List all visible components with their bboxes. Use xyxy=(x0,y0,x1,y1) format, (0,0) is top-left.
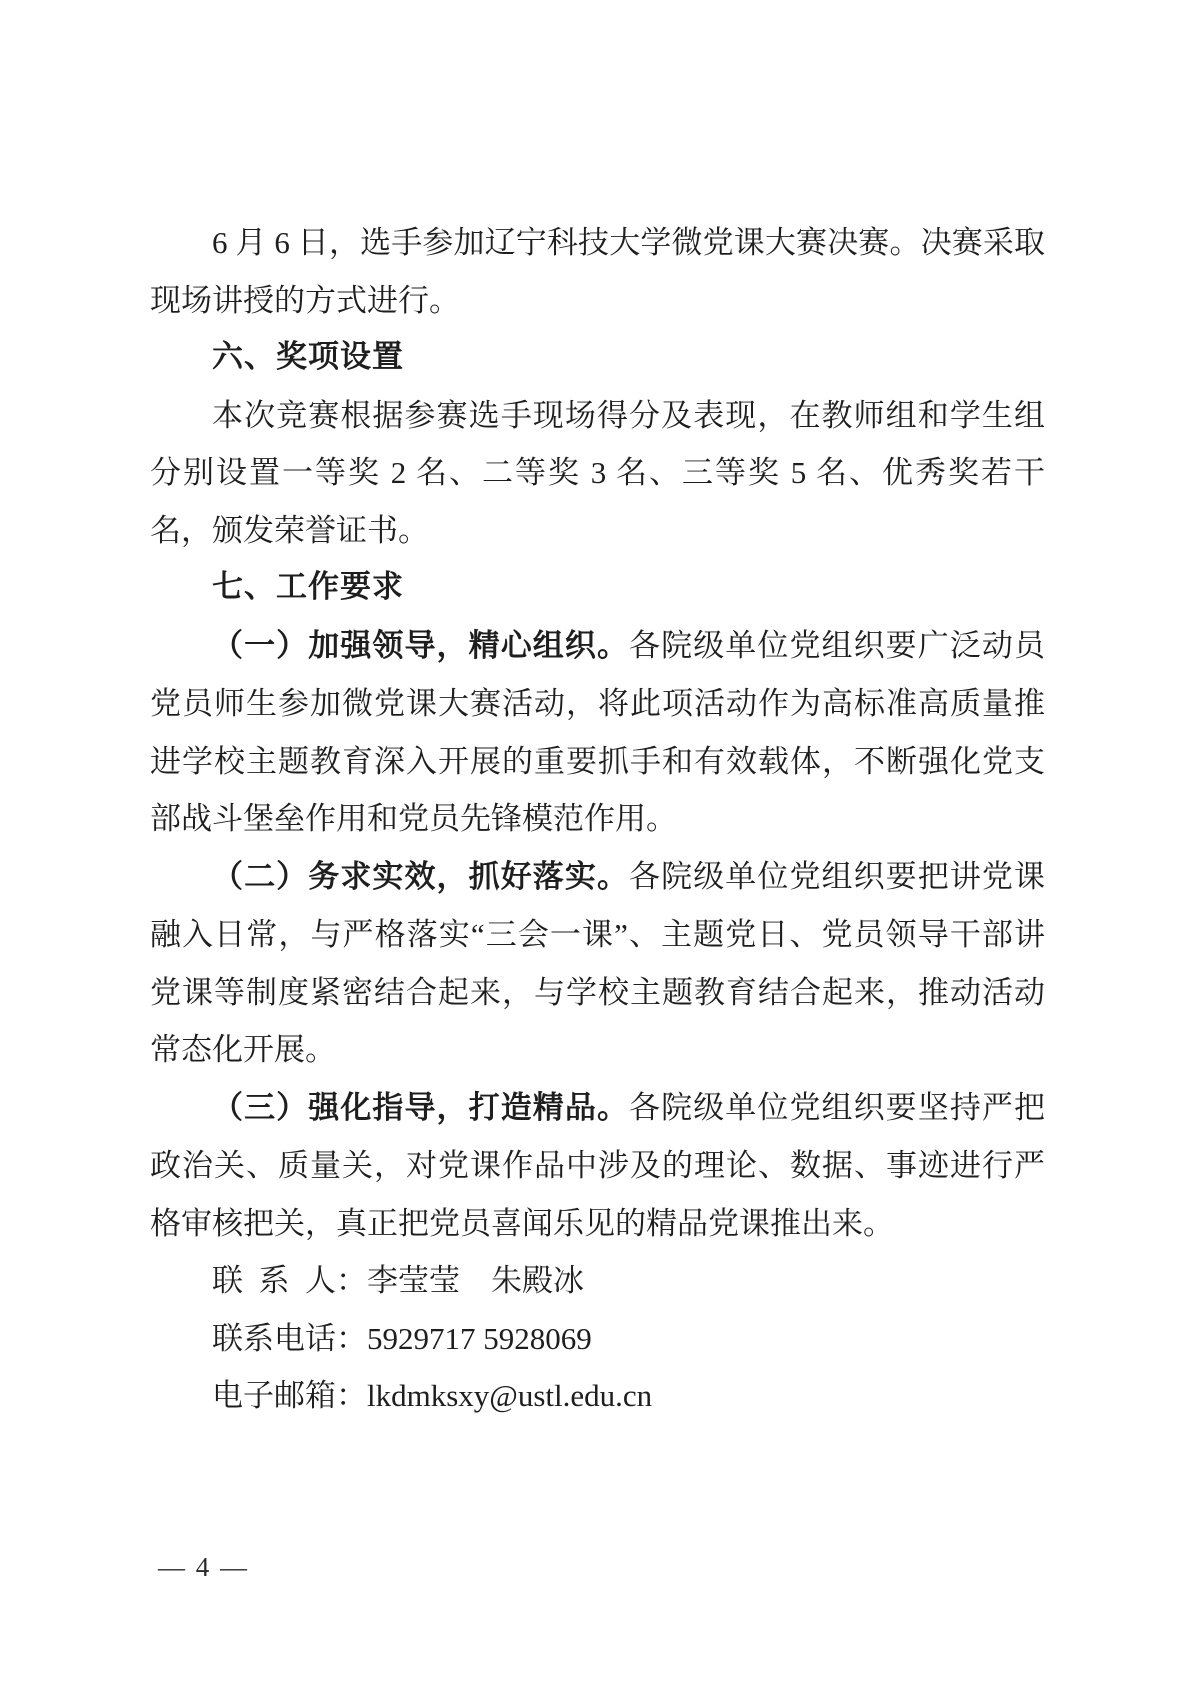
item-2-text: 各院级单位党组织要把讲党课融入日常，与严格落实“三会一课”、主题党日、党员领导干部讲党课等制度紧密结合起来，与学校主题教育结合起来，推动活动常态化开展。 xyxy=(150,858,1046,1067)
contact-email-line: 电子邮箱：lkdmksxy@ustl.edu.cn xyxy=(212,1378,653,1413)
heading-work-requirements: 七、工作要求 xyxy=(212,569,404,605)
item-1-lead: （一）加强领导，精心组织。 xyxy=(212,627,630,664)
heading-awards: 六、奖项设置 xyxy=(212,339,404,375)
paragraph-item-2 xyxy=(150,848,1045,1079)
contact-person-line: 联 系 人：李莹莹 朱殿冰 xyxy=(212,1263,584,1298)
paragraph-final-round: 6 月 6 日，选手参加辽宁科技大学微党课大赛决赛。决赛采取现场讲授的方式进行。 xyxy=(150,225,1045,318)
page-number: — 4 — xyxy=(158,1552,249,1582)
item-3-lead: （三）强化指导，打造精品。 xyxy=(212,1089,630,1126)
item-1-text: 各院级单位党组织要广泛动员党员师生参加微党课大赛活动，将此项活动作为高标准高质量推进学校主题教育深入开展的重要抓手和有效载体，不断强化党支部战斗堡垒作用和党员先锋模范作用。 xyxy=(150,627,1046,836)
paragraph-awards: 本次竞赛根据参赛选手现场得分及表现，在教师组和学生组分别设置一等奖 2 名、二等奖 3 名、三等奖 5 名、优秀奖若干名，颁发荣誉证书。 xyxy=(150,397,1045,548)
paragraph-item-3 xyxy=(150,1079,1045,1253)
contact-phone-line: 联系电话：5929717 5928069 xyxy=(212,1320,592,1356)
document-body xyxy=(150,214,1045,1425)
item-2-lead: （二）务求实效，抓好落实。 xyxy=(212,858,630,895)
item-3-text: 各院级单位党组织要坚持严把政治关、质量关，对党课作品中涉及的理论、数据、事迹进行严格审核把关，真正把党员喜闻乐见的精品党课推出来。 xyxy=(150,1089,1046,1241)
paragraph-item-1 xyxy=(150,617,1045,848)
